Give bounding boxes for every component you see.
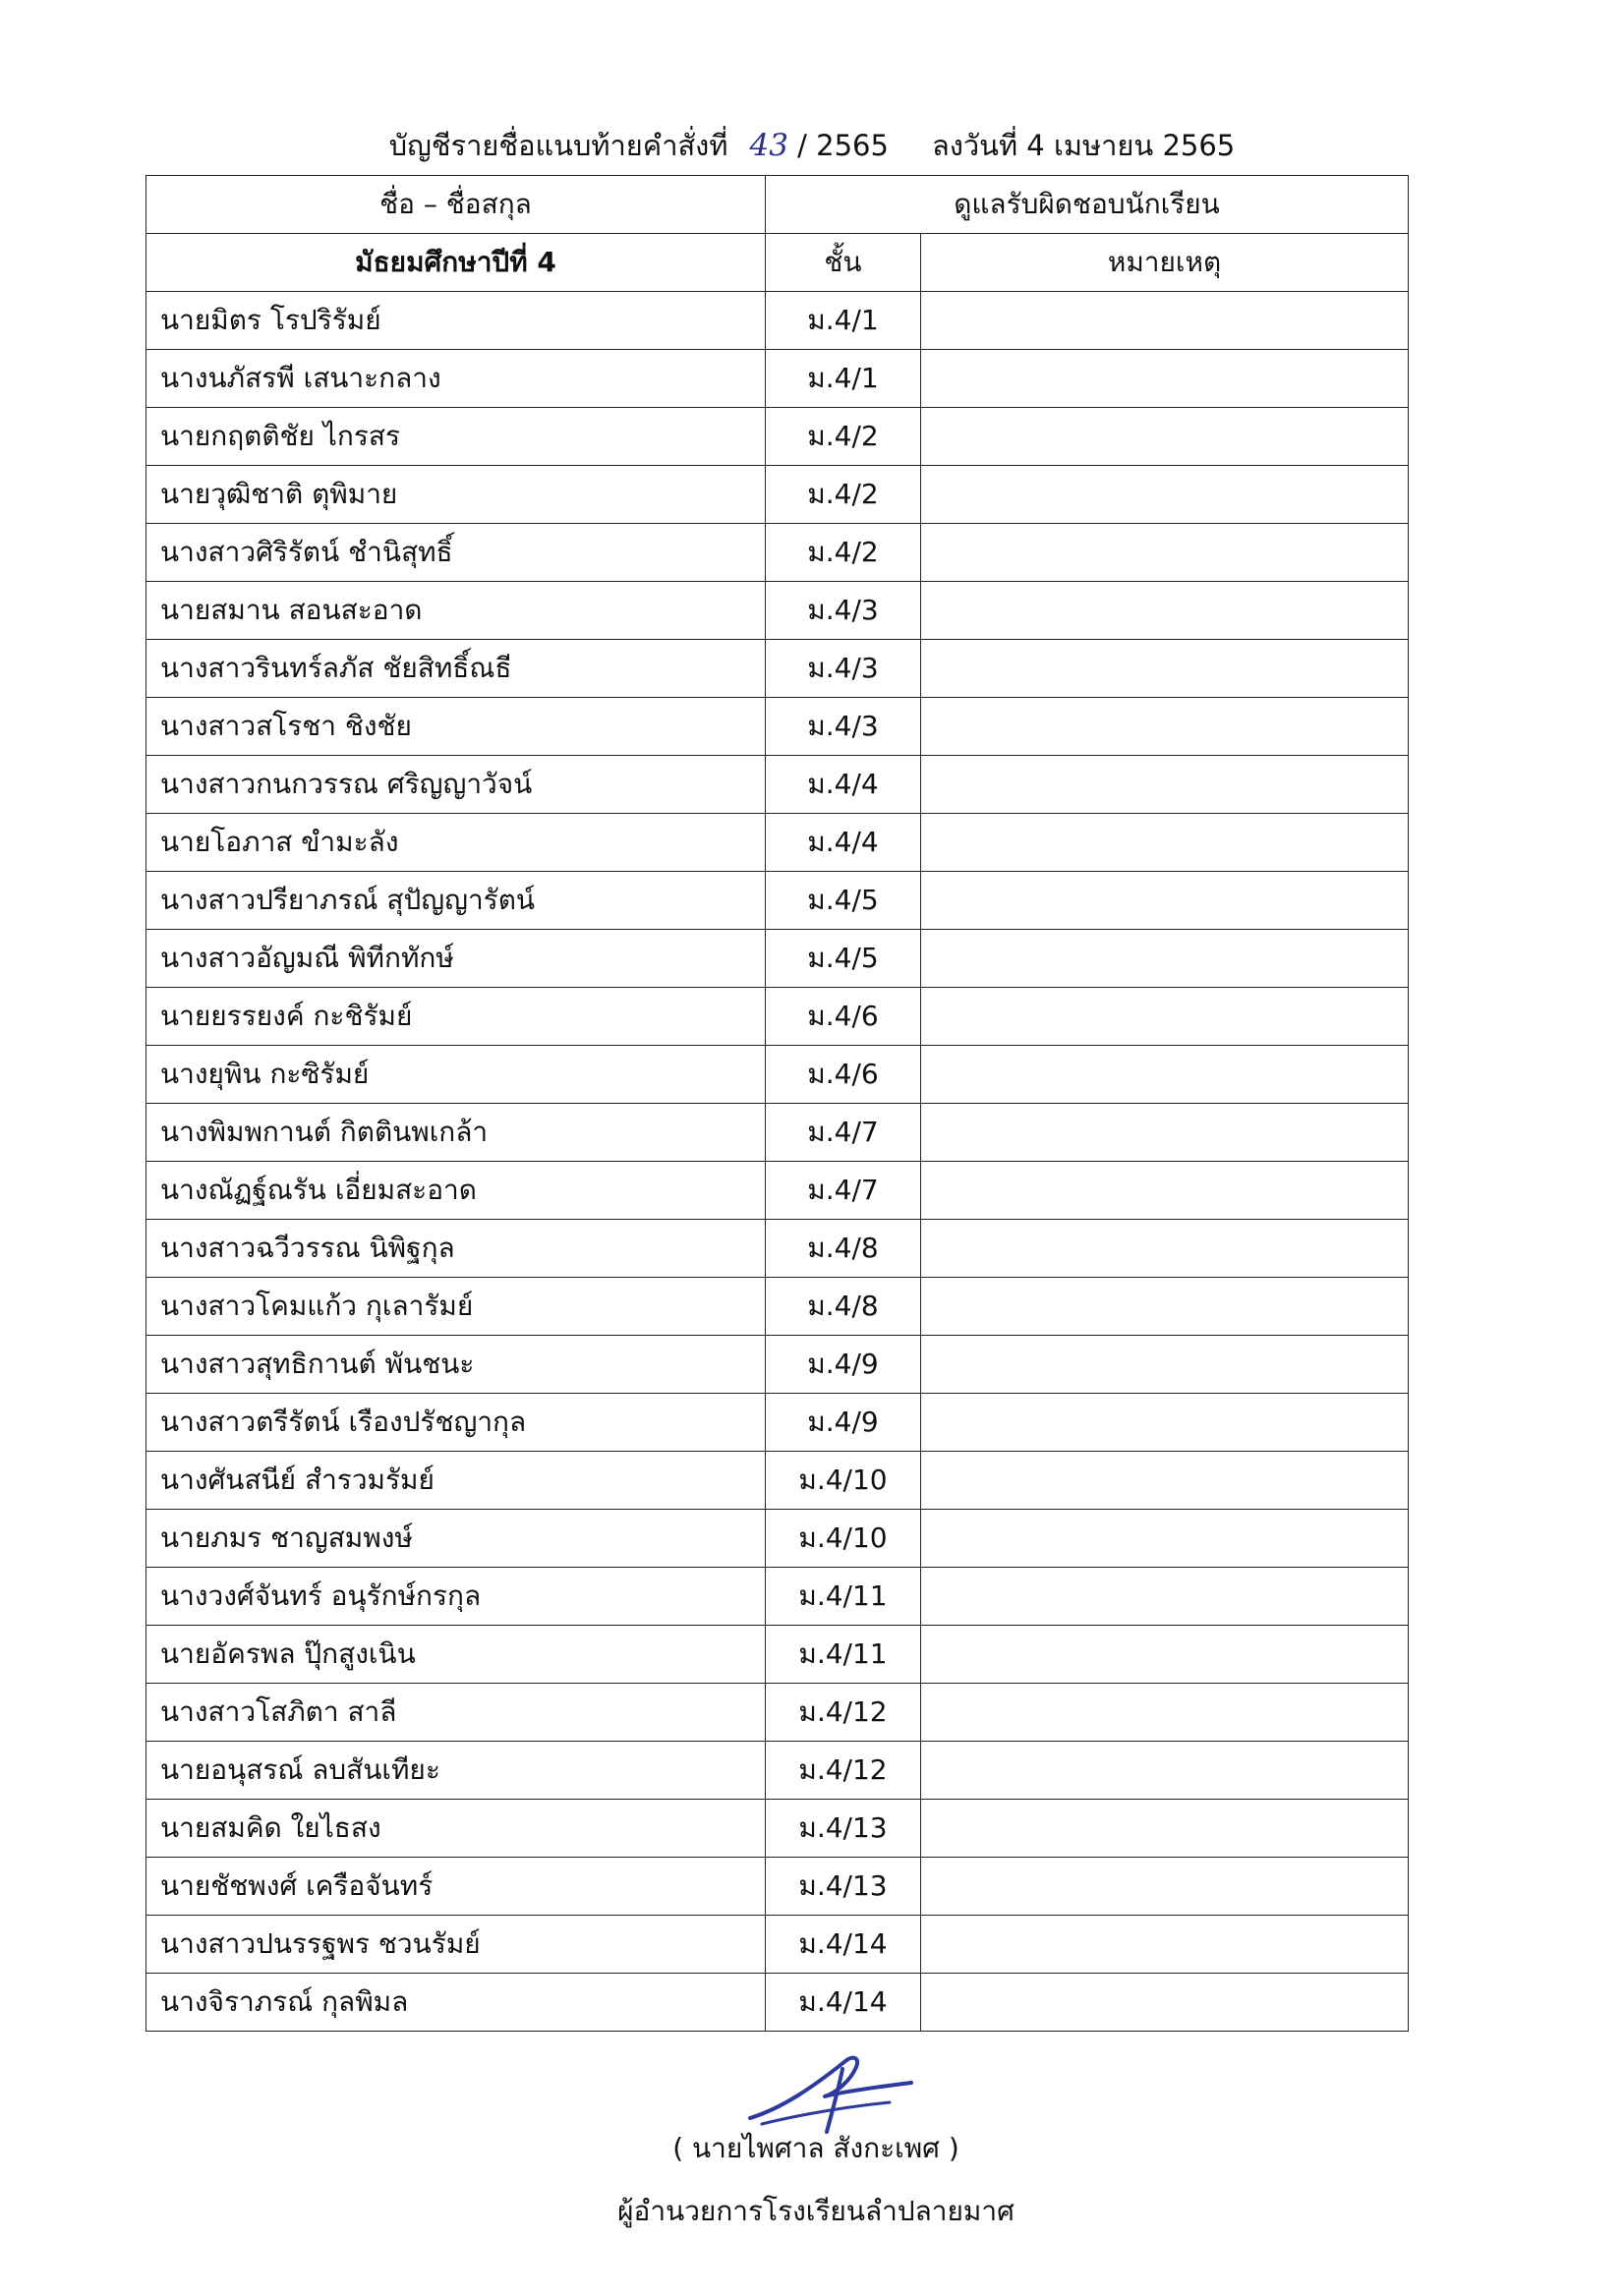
class-cell: ม.4/11 [766, 1626, 921, 1684]
table-row [146, 1336, 1409, 1394]
class-cell: ม.4/9 [766, 1336, 921, 1394]
class-cell: ม.4/3 [766, 582, 921, 640]
table-header-row [146, 176, 1409, 234]
teacher-name-cell: นางสาวปนรรฐพร ชวนรัมย์ [146, 1916, 766, 1974]
col-duty-header: ดูแลรับผิดชอบนักเรียน [766, 176, 1409, 234]
table-row [146, 1916, 1409, 1974]
teacher-name-cell: นางสาวอัญมณี พิทีกทักษ์ [146, 930, 766, 988]
class-cell: ม.4/12 [766, 1742, 921, 1800]
note-cell [921, 698, 1409, 756]
note-cell [921, 524, 1409, 582]
teacher-name-cell: นางศันสนีย์ สำรวมรัมย์ [146, 1452, 766, 1510]
class-cell: ม.4/2 [766, 466, 921, 524]
teacher-name-cell: นายอนุสรณ์ ลบสันเทียะ [146, 1742, 766, 1800]
note-cell [921, 1220, 1409, 1278]
teacher-name-cell: นางสาวปรียาภรณ์ สุปัญญารัตน์ [146, 872, 766, 930]
table-row [146, 872, 1409, 930]
teacher-name-cell: นายกฤตติชัย ไกรสร [146, 408, 766, 466]
teacher-roster-table [145, 175, 1409, 2032]
table-row [146, 582, 1409, 640]
teacher-name-cell: นายยรรยงค์ กะชิรัมย์ [146, 988, 766, 1046]
table-subheader-row [146, 234, 1409, 292]
class-cell: ม.4/1 [766, 292, 921, 350]
note-cell [921, 1568, 1409, 1626]
signer-title: ผู้อำนวยการโรงเรียนลำปลายมาศ [617, 2195, 1015, 2227]
table-row [146, 1568, 1409, 1626]
note-cell [921, 814, 1409, 872]
class-cell: ม.4/12 [766, 1684, 921, 1742]
table-row [146, 350, 1409, 408]
class-cell: ม.4/8 [766, 1278, 921, 1336]
table-row [146, 292, 1409, 350]
teacher-name-cell: นางจิราภรณ์ กุลพิมล [146, 1974, 766, 2032]
table-row [146, 698, 1409, 756]
note-cell [921, 408, 1409, 466]
note-cell [921, 1278, 1409, 1336]
note-cell [921, 872, 1409, 930]
class-cell: ม.4/5 [766, 872, 921, 930]
order-date: ลงวันที่ 4 เมษายน 2565 [931, 129, 1236, 162]
teacher-name-cell: นางสาวโคมแก้ว กุเลารัมย์ [146, 1278, 766, 1336]
note-cell [921, 930, 1409, 988]
class-cell: ม.4/13 [766, 1858, 921, 1916]
note-cell [921, 1742, 1409, 1800]
teacher-name-cell: นางสาวฉวีวรรณ นิพิฐกุล [146, 1220, 766, 1278]
teacher-name-cell: นางสาวสโรชา ชิงชัย [146, 698, 766, 756]
note-cell [921, 1162, 1409, 1220]
class-cell: ม.4/14 [766, 1974, 921, 2032]
table-row [146, 1626, 1409, 1684]
table-body [146, 292, 1409, 2032]
order-year: / 2565 [797, 129, 889, 162]
teacher-name-cell: นางสาวรินทร์ลภัส ชัยสิทธิ์ณธี [146, 640, 766, 698]
note-cell [921, 350, 1409, 408]
note-cell [921, 1916, 1409, 1974]
grade-level-header: มัธยมศึกษาปีที่ 4 [146, 234, 766, 292]
teacher-name-cell: นางณัฏฐ์ณรัน เอี่ยมสะอาด [146, 1162, 766, 1220]
note-cell [921, 1626, 1409, 1684]
note-cell [921, 1046, 1409, 1104]
signer-name: ( นายไพศาล สังกะเพศ ) [672, 2132, 959, 2164]
note-cell [921, 1336, 1409, 1394]
table-row [146, 1046, 1409, 1104]
note-cell [921, 466, 1409, 524]
teacher-name-cell: นางสาวกนกวรรณ ศริญญาวัจน์ [146, 756, 766, 814]
note-cell [921, 582, 1409, 640]
teacher-name-cell: นางสาวสุทธิกานต์ พันชนะ [146, 1336, 766, 1394]
table-row [146, 1220, 1409, 1278]
table-row [146, 988, 1409, 1046]
teacher-name-cell: นายมิตร โรปริรัมย์ [146, 292, 766, 350]
col-class-header: ชั้น [766, 234, 921, 292]
teacher-name-cell: นางสาวตรีรัตน์ เรืองปรัชญากุล [146, 1394, 766, 1452]
table-row [146, 1974, 1409, 2032]
table-row [146, 1858, 1409, 1916]
class-cell: ม.4/4 [766, 814, 921, 872]
table-row [146, 466, 1409, 524]
teacher-name-cell: นายโอภาส ขำมะลัง [146, 814, 766, 872]
table-row [146, 640, 1409, 698]
class-cell: ม.4/2 [766, 524, 921, 582]
table-row [146, 1394, 1409, 1452]
col-name-header: ชื่อ – ชื่อสกุล [146, 176, 766, 234]
table-row [146, 1452, 1409, 1510]
table-row [146, 814, 1409, 872]
teacher-name-cell: นายชัชพงศ์ เครือจันทร์ [146, 1858, 766, 1916]
note-cell [921, 1974, 1409, 2032]
order-number: 43 [749, 128, 788, 163]
title-prefix: บัญชีรายชื่อแนบท้ายคำสั่งที่ [388, 129, 728, 162]
table-row [146, 524, 1409, 582]
table-row [146, 930, 1409, 988]
teacher-name-cell: นางวงศ์จันทร์ อนุรักษ์กรกุล [146, 1568, 766, 1626]
teacher-name-cell: นายภมร ชาญสมพงษ์ [146, 1510, 766, 1568]
class-cell: ม.4/9 [766, 1394, 921, 1452]
class-cell: ม.4/4 [766, 756, 921, 814]
teacher-name-cell: นายสมคิด ใยไธสง [146, 1800, 766, 1858]
table-row [146, 1742, 1409, 1800]
note-cell [921, 1394, 1409, 1452]
director-signature [742, 2049, 919, 2138]
teacher-name-cell: นางนภัสรพี เสนาะกลาง [146, 350, 766, 408]
table-row [146, 1510, 1409, 1568]
note-cell [921, 756, 1409, 814]
note-cell [921, 640, 1409, 698]
class-cell: ม.4/3 [766, 640, 921, 698]
note-cell [921, 1800, 1409, 1858]
class-cell: ม.4/8 [766, 1220, 921, 1278]
teacher-name-cell: นายอัครพล ปุ๊กสูงเนิน [146, 1626, 766, 1684]
teacher-name-cell: นางสาวศิริรัตน์ ชำนิสุทธิ์ [146, 524, 766, 582]
class-cell: ม.4/3 [766, 698, 921, 756]
teacher-name-cell: นายวุฒิชาติ ตุพิมาย [146, 466, 766, 524]
class-cell: ม.4/7 [766, 1104, 921, 1162]
teacher-name-cell: นางสาวโสภิตา สาลี [146, 1684, 766, 1742]
class-cell: ม.4/11 [766, 1568, 921, 1626]
note-cell [921, 1452, 1409, 1510]
class-cell: ม.4/6 [766, 988, 921, 1046]
class-cell: ม.4/2 [766, 408, 921, 466]
note-cell [921, 1510, 1409, 1568]
col-note-header: หมายเหตุ [921, 234, 1409, 292]
teacher-name-cell: นางพิมพกานต์ กิตตินพเกล้า [146, 1104, 766, 1162]
class-cell: ม.4/13 [766, 1800, 921, 1858]
note-cell [921, 1684, 1409, 1742]
class-cell: ม.4/14 [766, 1916, 921, 1974]
document-title [0, 124, 1624, 167]
table-row [146, 1162, 1409, 1220]
table-row [146, 756, 1409, 814]
table-row [146, 1104, 1409, 1162]
table-row [146, 408, 1409, 466]
note-cell [921, 292, 1409, 350]
class-cell: ม.4/5 [766, 930, 921, 988]
teacher-name-cell: นายสมาน สอนสะอาด [146, 582, 766, 640]
class-cell: ม.4/7 [766, 1162, 921, 1220]
class-cell: ม.4/10 [766, 1510, 921, 1568]
class-cell: ม.4/1 [766, 350, 921, 408]
class-cell: ม.4/6 [766, 1046, 921, 1104]
class-cell: ม.4/10 [766, 1452, 921, 1510]
note-cell [921, 1104, 1409, 1162]
note-cell [921, 1858, 1409, 1916]
table-row [146, 1684, 1409, 1742]
teacher-name-cell: นางยุพิน กะซิรัมย์ [146, 1046, 766, 1104]
table-row [146, 1800, 1409, 1858]
table-row [146, 1278, 1409, 1336]
note-cell [921, 988, 1409, 1046]
